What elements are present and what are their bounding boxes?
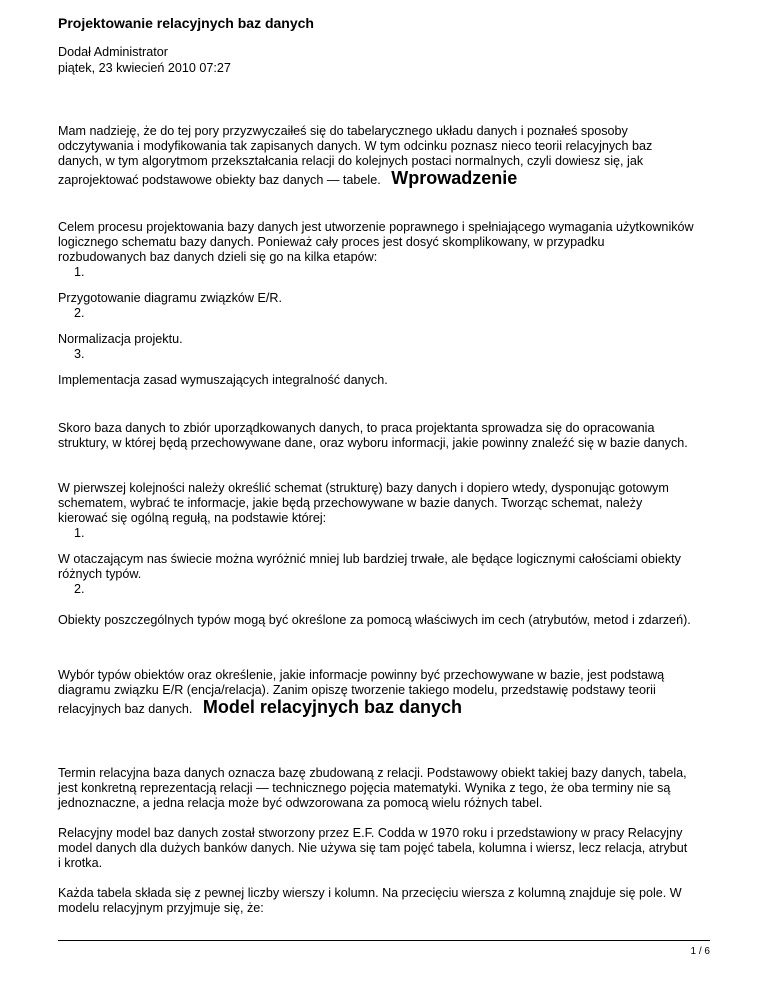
- list-item-text: Przygotowanie diagramu związków E/R.: [58, 291, 282, 305]
- text-line: różnych typów.: [58, 567, 142, 581]
- list-item-text: [58, 552, 720, 582]
- text-line: i krotka.: [58, 856, 103, 870]
- text-line: Termin relacyjna baza danych oznacza bazę zbudowaną z relacji. Podstawowy obiekt takiej bazy danych, tabela,: [58, 766, 687, 780]
- text-line: logicznego schematu bazy danych. Ponieważ cały proces jest dosyć skomplikowany, w przypadku: [58, 235, 605, 249]
- text-line: kierować się ogólną regułą, na podstawie której:: [58, 511, 327, 525]
- paragraph-5: [58, 766, 720, 811]
- list-item-text: Obiekty poszczególnych typów mogą być określone za pomocą właściwych im cech (atrybutów, metod i zdarzeń).: [58, 613, 691, 627]
- paragraph-6: [58, 826, 720, 871]
- paragraph-7: [58, 886, 720, 916]
- paragraph-4: [58, 668, 720, 717]
- text-line-part: relacyjnych baz danych.: [58, 702, 193, 716]
- text-line: [58, 169, 720, 188]
- page-number: 1 / 6: [690, 946, 710, 957]
- text-line: Skoro baza danych to zbiór uporządkowanych danych, to praca projektanta sprowadza się do opracowania: [58, 421, 655, 435]
- text-line: modelu relacyjnym przyjmuje się, że:: [58, 901, 264, 915]
- list-item-text: Implementacja zasad wymuszających integralność danych.: [58, 373, 388, 387]
- date-line: piątek, 23 kwiecień 2010 07:27: [58, 61, 231, 75]
- text-line: W pierwszej kolejności należy określić schemat (strukturę) bazy danych i dopiero wtedy, dysponując gotowym: [58, 481, 669, 495]
- list-number: 1.: [74, 526, 85, 540]
- author-line: Dodał Administrator: [58, 45, 168, 59]
- text-line: jest konkretną reprezentacją relacji — technicznego pojęcia matematyki. Wynika z tego, że oba terminy nie są: [58, 781, 671, 795]
- text-line: struktury, w której będą przechowywane dane, oraz wyboru informacji, jakie powinny znaleźć się w bazie danych.: [58, 436, 688, 450]
- text-line: schematem, wybrać te informacje, jakie będą przechowywane w bazie danych. Tworząc schemat, należy: [58, 496, 643, 510]
- text-line: diagramu związku E/R (encja/relacja). Zanim opiszę tworzenie takiego modelu, przedstawię podstawy teorii: [58, 683, 656, 697]
- list-item-text: Normalizacja projektu.: [58, 332, 183, 346]
- text-line: rozbudowanych baz danych dzieli się go na kilka etapów:: [58, 250, 378, 264]
- article-meta: [58, 44, 231, 76]
- text-line: jednoznaczne, a jedna relacja może być odwzorowana za pomocą wielu różnych tabel.: [58, 796, 543, 810]
- paragraph-3: [58, 481, 720, 526]
- text-line: [58, 698, 720, 717]
- text-line: Relacyjny model baz danych został stworzony przez E.F. Codda w 1970 roku i przedstawiony w pracy Relacyjny: [58, 826, 683, 840]
- heading-wprowadzenie: Wprowadzenie: [391, 168, 518, 188]
- text-line: odczytywania i modyfikowania tak zapisanych danych. W tym odcinku poznasz nieco teorii relacyjnych baz: [58, 139, 653, 153]
- paragraph-2: [58, 421, 720, 451]
- text-line: Celem procesu projektowania bazy danych jest utworzenie poprawnego i spełniającego wymagania użytkowników: [58, 220, 694, 234]
- text-line-part: zaprojektować podstawowe obiekty baz danych — tabele.: [58, 173, 381, 187]
- text-line: Każda tabela składa się z pewnej liczby wierszy i kolumn. Na przecięciu wiersza z kolumną znajduje się pole. W: [58, 886, 682, 900]
- text-line: model danych dla dużych banków danych. Nie używa się tam pojęć tabela, kolumna i wiersz, lecz relacja, atrybut: [58, 841, 688, 855]
- list-number: 1.: [74, 265, 85, 279]
- intro-paragraph: [58, 124, 720, 188]
- list-number: 2.: [74, 306, 85, 320]
- section1-paragraph: [58, 220, 720, 265]
- article-title: Projektowanie relacyjnych baz danych: [58, 15, 314, 31]
- footer-divider: [58, 940, 710, 941]
- text-line: Wybór typów obiektów oraz określenie, jakie informacje powinny być przechowywane w bazie, jest podstawą: [58, 668, 665, 682]
- text-line: Mam nadzieję, że do tej pory przyzwyczaiłeś się do tabelarycznego układu danych i poznałeś sposoby: [58, 124, 628, 138]
- list-number: 3.: [74, 347, 85, 361]
- list-number: 2.: [74, 582, 85, 596]
- text-line: W otaczającym nas świecie można wyróżnić mniej lub bardziej trwałe, ale będące logicznymi całościami obiekty: [58, 552, 681, 566]
- heading-model-relacyjnych: Model relacyjnych baz danych: [202, 697, 462, 717]
- text-line: danych, w tym algorytmom przekształcania relacji do kolejnych postaci normalnych, czyli dowiesz się, jak: [58, 154, 644, 168]
